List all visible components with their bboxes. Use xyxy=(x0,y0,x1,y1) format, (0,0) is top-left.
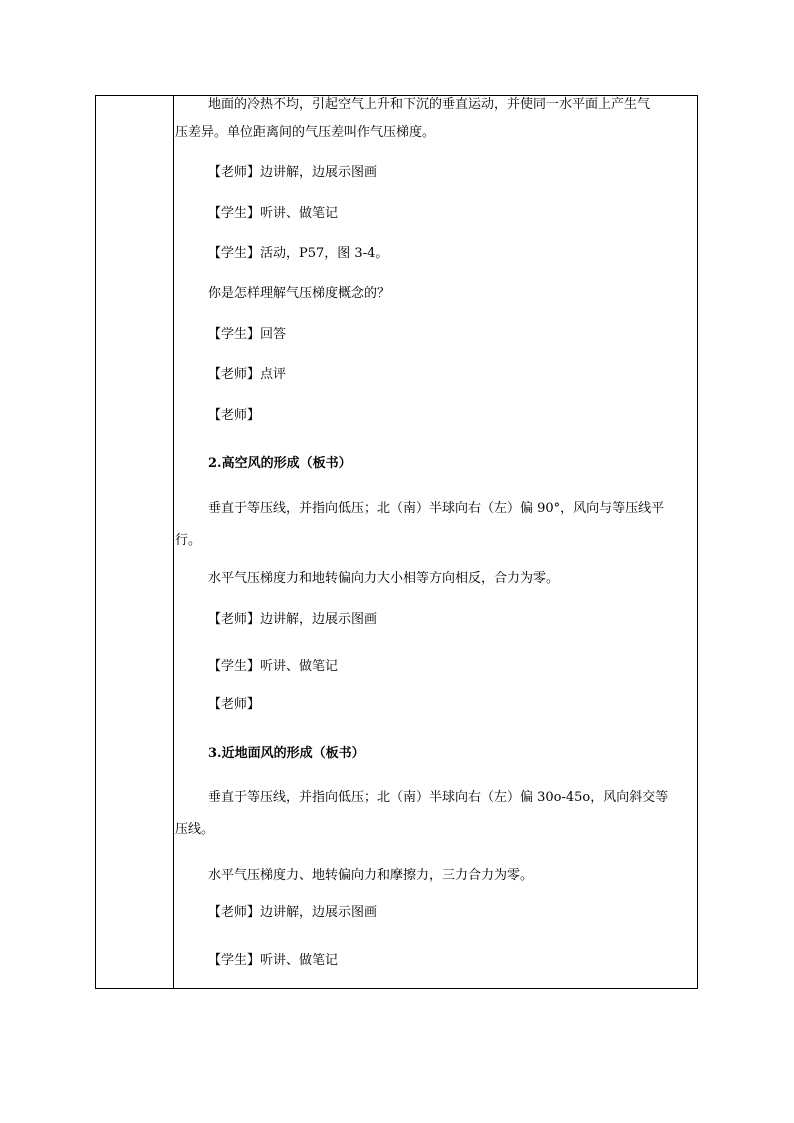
paragraph-line: 压线。 xyxy=(175,822,215,837)
paragraph-line: 地面的冷热不均，引起空气上升和下沉的垂直运动，并使同一水平面上产生气 xyxy=(208,97,651,112)
paragraph-line: 垂直于等压线，并指向低压；北（南）半球向右（左）偏 90°，风向与等压线平 xyxy=(208,501,665,516)
student-line: 【学生】听讲、做笔记 xyxy=(208,953,339,968)
question-line: 你是怎样理解气压梯度概念的？ xyxy=(208,286,391,301)
student-line: 【学生】回答 xyxy=(208,327,287,342)
lesson-table xyxy=(95,95,698,989)
teacher-line: 【老师】点评 xyxy=(208,367,287,382)
paragraph-line: 水平气压梯度力和地转偏向力大小相等方向相反，合力为零。 xyxy=(208,571,560,586)
column-divider xyxy=(173,96,174,988)
paragraph-line: 水平气压梯度力、地转偏向力和摩擦力，三力合力为零。 xyxy=(208,868,534,883)
section-heading: 2.高空风的形成（板书） xyxy=(208,456,352,471)
teacher-line: 【老师】边讲解，边展示图画 xyxy=(208,905,378,920)
student-line: 【学生】听讲、做笔记 xyxy=(208,206,339,221)
paragraph-line: 压差异。单位距离间的气压差叫作气压梯度。 xyxy=(175,125,436,140)
teacher-line: 【老师】 xyxy=(208,697,261,712)
paragraph-line: 垂直于等压线，并指向低压；北（南）半球向右（左）偏 30o-45o，风向斜交等 xyxy=(208,790,669,805)
student-line: 【学生】活动，P57，图 3-4。 xyxy=(208,246,389,261)
section-heading: 3.近地面风的形成（板书） xyxy=(208,746,365,761)
student-line: 【学生】听讲、做笔记 xyxy=(208,659,339,674)
teacher-line: 【老师】边讲解，边展示图画 xyxy=(208,612,378,627)
teacher-line: 【老师】 xyxy=(208,408,261,423)
paragraph-line: 行。 xyxy=(175,533,202,548)
teacher-line: 【老师】边讲解，边展示图画 xyxy=(208,165,378,180)
